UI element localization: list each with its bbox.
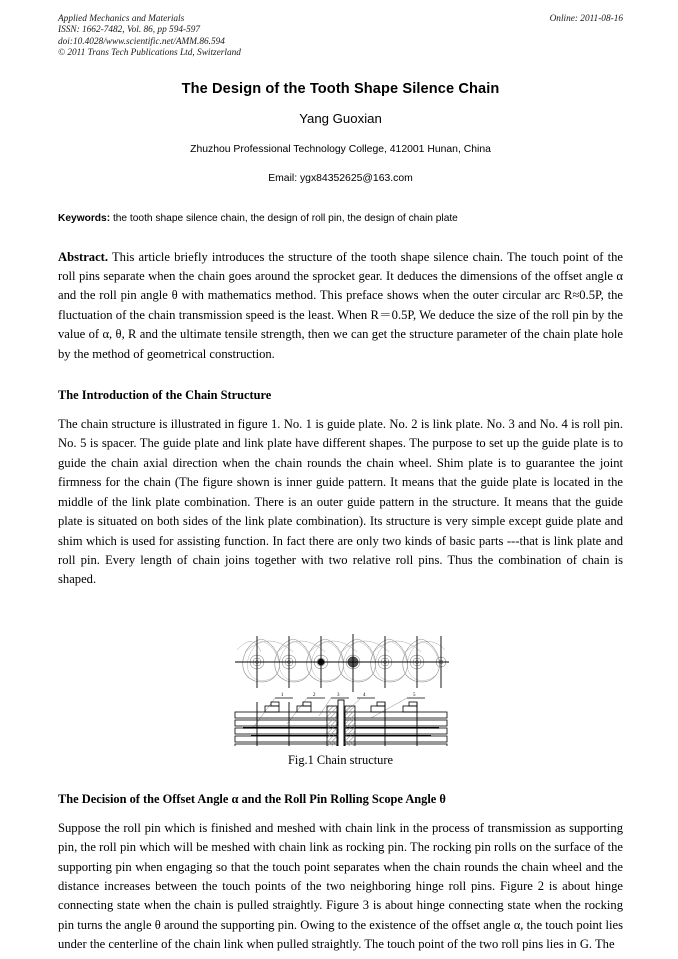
chain-cross-section-view [235,700,447,746]
keywords-label: Keywords: [58,212,111,224]
page-title: The Design of the Tooth Shape Silence Chain [181,80,500,97]
callout-4: 4 [362,692,365,698]
masthead [58,14,623,60]
section-paragraph-offset-angle: Suppose the roll pin which is finished and meshed with chain link in the process of transmission as supporting pin, the roll pin which will be meshed with chain link as rocking pin. The rocking pin rolls on the surface of the supporting pin when engaging so that the touch point separates when the chain rounds the chain wheel and the distance increases between the touch points of the two neighboring hinge roll pins. Figure 2 is about hinge connecting state when the chain is pulled straightly. Figure 3 is about hinge connecting state when the rocking pin turns the angle θ around the supporting pin. Owing to the existence of the offset angle α, the touch point lies under the centerline of the chain link when pulled straightly. The touch point of the two roll pins lies in G. The [58,820,623,952]
abstract-block [58,248,623,364]
callout-1: 1 [280,692,283,698]
abstract-label: Abstract. [58,249,109,264]
copyright-line: © 2011 Trans Tech Publications Ltd, Switzerland [58,48,241,59]
callout-5: 5 [412,692,415,698]
chain-link-profile-view [235,634,449,692]
doi-line: doi:10.4028/www.scientific.net/AMM.86.594 [58,36,225,47]
author-name: Yang Guoxian [299,110,382,126]
abstract-text: This article briefly introduces the structure of the tooth shape silence chain. The touch point of the roll pins separate when the chain goes around the sprocket gear. It deduces the dimensions of the offset angle α and the roll pin angle θ with mathematics method. This preface shows when the outer circular arc R≈0.5P, the fluctuation of the chain transmission speed is the least. When R＝0.5P, We deduce the size of the roll pin by the value of α, θ, R and the ultimate tensile strength, then we can get the structure parameter of the chain plate hole by the method of geometrical construction. [58,249,623,361]
online-date: Online: 2011-08-16 [549,14,623,24]
journal-name: Applied Mechanics and Materials [58,14,185,24]
chain-structure-drawing [221,606,461,746]
callout-2: 2 [312,692,315,698]
callout-3: 3 [336,692,339,698]
author-affiliation: Zhuzhou Professional Technology College, 412001 Hunan, China [190,143,491,155]
section-paragraph-introduction: The chain structure is illustrated in figure 1. No. 1 is guide plate. No. 2 is link plate. No. 3 and No. 4 is roll pin. No. 5 is spacer. The guide plate and link plate have different shapes. The purpose to set up the guide plate is to guide the chain axial direction when the chain rounds the chain wheel. Shim plate is to guarantee the joint firmness for the chain (The figure shown is inner guide pattern. It means that the guide plate is located in the middle of the link plate combination. There is an outer guide pattern in the structure. It means that the guide plate is situated on both sides of the link plate combination). Its structure is very simple except guide plate and shim which is used for assisting function. In fact there are only two kinds of basic parts ---that is link plate and roll pin. Every length of chain joins together with two relative roll pins. Thus the combination of chain is shaped. [58,417,623,587]
figure-caption: Fig.1 Chain structure [288,752,393,767]
center-roll-pin [338,700,344,746]
figure-1 [58,606,623,768]
issn-line: ISSN: 1662-7482, Vol. 86, pp 594-597 [58,25,201,36]
section-heading-introduction: The Introduction of the Chain Structure [58,388,272,403]
section-heading-offset-angle: The Decision of the Offset Angle α and the Roll Pin Rolling Scope Angle θ [58,791,446,806]
author-email: Email: ygx84352625@163.com [268,172,413,184]
keywords-line [58,212,623,226]
keywords-text: the tooth shape silence chain, the design of roll pin, the design of chain plate [112,212,458,224]
